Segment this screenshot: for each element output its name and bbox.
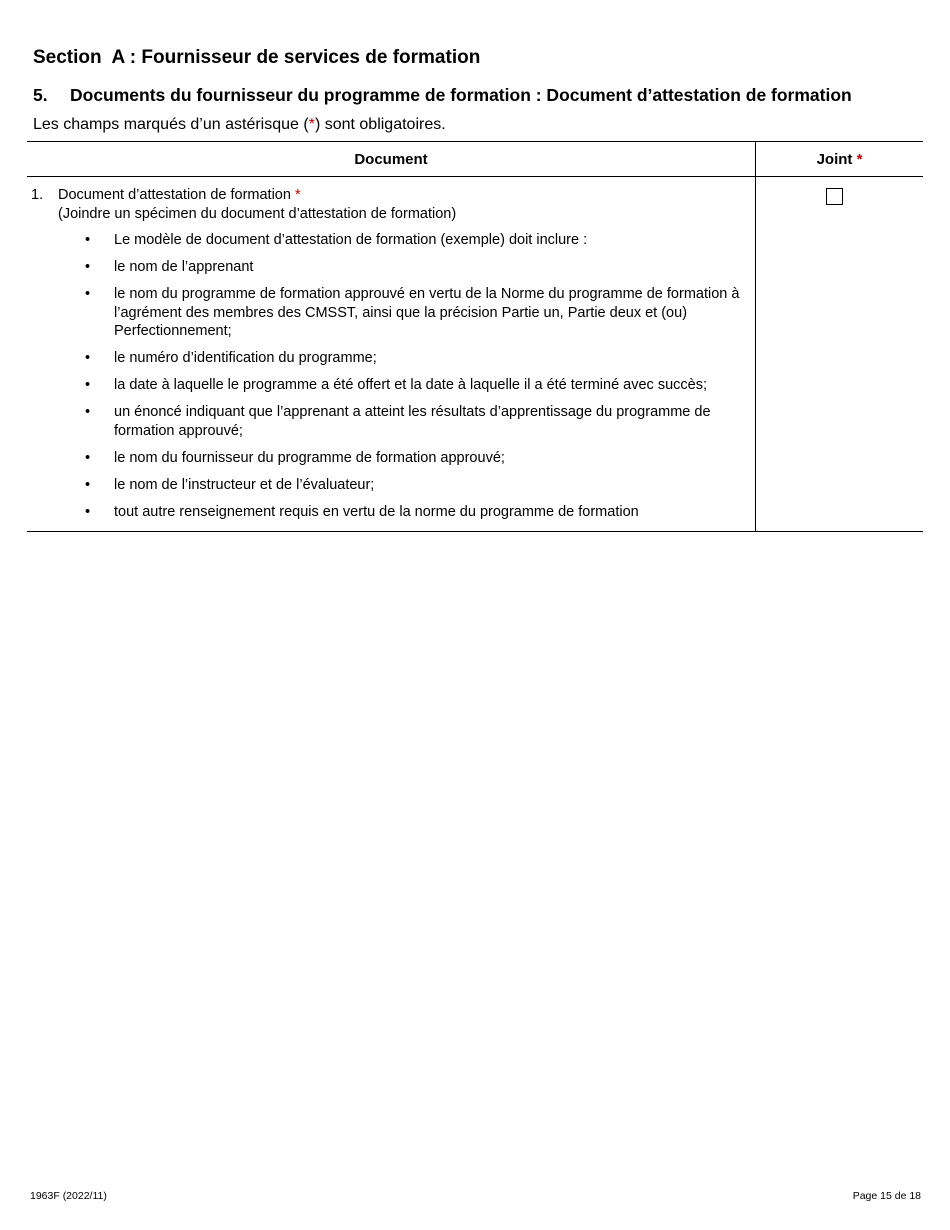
- subsection-heading: [33, 85, 852, 106]
- list-item: [27, 449, 755, 468]
- subsection-title: Documents du fournisseur du programme de formation : Document d’attestation de formation: [70, 85, 852, 105]
- list-item: [27, 403, 755, 440]
- bullet-icon: •: [85, 503, 91, 520]
- required-note-text-after: ) sont obligatoires.: [314, 116, 446, 133]
- joint-required-asterisk: *: [856, 150, 863, 168]
- list-item-text: le nom de l’instructeur et de l’évaluateur;: [114, 476, 375, 493]
- column-header-joint: [756, 142, 923, 176]
- required-note-text-before: Les champs marqués d’un astérisque (: [33, 116, 309, 133]
- list-item: [27, 258, 755, 277]
- list-item-text: Le modèle de document d’attestation de formation (exemple) doit inclure :: [114, 232, 588, 248]
- bullet-icon: •: [85, 232, 91, 248]
- list-item-text: le nom de l’apprenant: [114, 259, 254, 275]
- requirements-list: [27, 231, 755, 521]
- item-subtitle: (Joindre un spécimen du document d’attestation de formation): [58, 205, 457, 222]
- bullet-icon: •: [85, 476, 91, 493]
- joint-header-label: Joint: [816, 150, 853, 168]
- list-item-text: la date à laquelle le programme a été offert et la date à laquelle il a été terminé avec succès;: [114, 377, 707, 393]
- document-cell: [27, 177, 756, 531]
- list-item-text: un énoncé indiquant que l’apprenant a atteint les résultats d’apprentissage du programme de formation approuvé;: [114, 404, 711, 439]
- item-required-asterisk: *: [294, 187, 301, 203]
- list-item: [27, 476, 755, 495]
- joint-checkbox[interactable]: [826, 188, 843, 205]
- list-item-text: le numéro d’identification du programme;: [114, 350, 377, 366]
- bullet-icon: •: [85, 350, 91, 366]
- joint-cell: [756, 177, 923, 531]
- item-number: 1.: [31, 187, 44, 203]
- bullet-icon: •: [85, 286, 91, 302]
- table-row: [27, 177, 923, 531]
- required-asterisk: *: [308, 116, 315, 133]
- subsection-number: 5.: [33, 85, 48, 105]
- list-item-text: le nom du programme de formation approuvé en vertu de la Norme du programme de formation à l’agrément des membres des CMSST, ainsi que la précision Partie un, Partie deux et (ou) Perfectionnement;: [114, 286, 740, 339]
- item-title-block: [58, 186, 456, 223]
- list-item: [27, 349, 755, 368]
- bullet-icon: •: [85, 259, 91, 275]
- list-item: [27, 376, 755, 395]
- list-item-text: tout autre renseignement requis en vertu de la norme du programme de formation: [114, 503, 639, 520]
- form-id: 1963F (2022/11): [30, 1190, 107, 1202]
- section-title: Section A : Fournisseur de services de formation: [33, 47, 481, 68]
- list-item: [27, 231, 755, 250]
- documents-table: [27, 141, 923, 532]
- item-title: Document d’attestation de formation: [58, 187, 291, 203]
- list-item-text: le nom du fournisseur du programme de formation approuvé;: [114, 449, 505, 466]
- list-item: [27, 285, 755, 341]
- bullet-icon: •: [85, 449, 91, 466]
- list-item: [27, 503, 755, 522]
- column-header-document: Document: [27, 142, 756, 176]
- required-fields-note: [33, 116, 446, 134]
- page-number: Page 15 de 18: [852, 1190, 921, 1202]
- bullet-icon: •: [85, 404, 91, 420]
- table-header-row: [27, 142, 923, 177]
- bullet-icon: •: [85, 377, 91, 393]
- document-item-header: [27, 186, 755, 223]
